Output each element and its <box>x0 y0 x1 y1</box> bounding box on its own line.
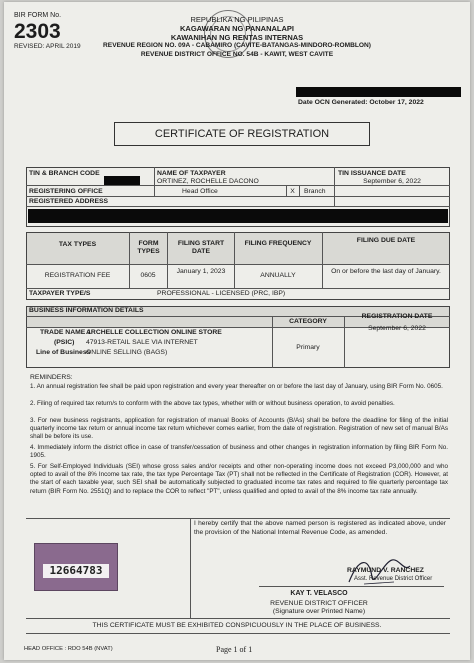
ocn-generated-date: Date OCN Generated: October 17, 2022 <box>298 99 424 106</box>
redacted-address <box>28 209 448 223</box>
tin-issuance-date: September 6, 2022 <box>363 178 421 185</box>
psic-value: 47913-RETAIL SALE VIA INTERNET <box>86 339 198 346</box>
taxpayer-name: ORTINEZ, ROCHELLE DACONO <box>157 178 259 185</box>
form-revised: REVISED: APRIL 2019 <box>14 43 81 50</box>
certification-text: I hereby certify that the above named person is registered as indicated above, under the provision of the National Internal Revenue Code, as amended. <box>194 520 446 536</box>
registering-office-label: REGISTERING OFFICE <box>29 188 103 195</box>
header-region: REVENUE REGION NO. 09A - CABAMIRO (CAVITE-BATANGAS-MINDORO-ROMBLON) <box>103 42 371 49</box>
registration-date-label: REGISTRATION DATE <box>361 313 433 320</box>
col-filing-due: FILING DUE DATE <box>356 237 416 244</box>
reminders-title: REMINDERS: <box>30 374 73 381</box>
business-registration-date: September 6, 2022 <box>368 325 426 332</box>
branch-option: Branch <box>304 188 326 195</box>
head-office-footer: HEAD OFFICE : RDO 54B (NVAT) <box>24 646 113 652</box>
header-bureau: KAWANIHAN NG RENTAS INTERNAS <box>170 33 304 42</box>
reminder-2: 2. Filing of required tax return/s to conform with the above tax types, whether with or without business operation, to avoid penalties. <box>30 400 395 407</box>
signature-caption: (Signature over Printed Name) <box>272 608 366 615</box>
redacted-ocn <box>296 87 461 97</box>
trade-name-label: TRADE NAME 1 <box>40 329 91 336</box>
line-of-business-value: ONLINE SELLING (BAGS) <box>86 349 168 356</box>
officer-role: REVENUE DISTRICT OFFICER <box>270 600 368 607</box>
col-tax-types: TAX TYPES <box>58 241 97 248</box>
page-number: Page 1 of 1 <box>216 645 253 654</box>
psic-label: (PSIC) <box>54 339 75 346</box>
row-tax-type: REGISTRATION FEE <box>44 272 111 279</box>
signer-title: Asst. Revenue District Officer <box>354 576 433 582</box>
certificate-page <box>4 2 470 660</box>
form-number: 2303 <box>14 20 61 43</box>
registered-address-label: REGISTERED ADDRESS <box>29 198 109 205</box>
taxpayer-types-label: TAXPAYER TYPE/S <box>29 290 91 297</box>
head-office-option: Head Office <box>182 188 218 195</box>
taxpayer-name-label: NAME OF TAXPAYER <box>157 170 226 177</box>
trade-name: ARCHELLE COLLECTION ONLINE STORE <box>86 329 222 336</box>
tin-issuance-label: TIN ISSUANCE DATE <box>338 170 406 177</box>
business-category: Primary <box>296 344 320 351</box>
documentary-stamp <box>34 543 118 591</box>
bir-form-label: BIR FORM No. <box>14 12 62 19</box>
row-form-type: 0605 <box>140 272 156 279</box>
reminder-1: 1. An annual registration fee shall be paid upon registration and every year thereafter on or before the last day of January, using BIR Form No. 0605. <box>30 383 443 390</box>
row-frequency: ANNUALLY <box>260 272 296 279</box>
header-department: KAGAWARAN NG PANANALAPI <box>179 24 295 33</box>
col-filing-start: FILING START DATE <box>177 240 225 255</box>
header-republic: REPUBLIKA NG PILIPINAS <box>190 15 284 24</box>
exhibit-notice: THIS CERTIFICATE MUST BE EXHIBITED CONSPICUOUSLY IN THE PLACE OF BUSINESS. <box>92 622 382 629</box>
signer-name: RAYMUND V. RANCHEZ <box>347 567 424 574</box>
officer-name: KAY T. VELASCO <box>290 590 348 597</box>
line-of-business-label: Line of Business <box>36 349 91 356</box>
reminder-4: 4. Immediately inform the district office in case of transfer/cessation of business and other changes in registration information by filing BIR Form No. 1905. <box>30 444 448 460</box>
certificate-title: CERTIFICATE OF REGISTRATION <box>154 128 330 140</box>
branch-checkbox-mark: X <box>290 188 295 195</box>
row-start-date: January 1, 2023 <box>176 268 226 275</box>
stamp-number: 12664783 <box>43 564 109 578</box>
row-due-date: On or before the last day of January. <box>331 268 441 275</box>
reminder-5: 5. For Self-Employed Individuals (SEI) whose gross sales and/or receipts and other non-operating income does not exceed P3,000,000 and who opted to avail of the 8% Income tax rate, the tax type Percentage Tax (PT) shall not be reflected in the Certificate of Registration (COR). However, at the start of each taxable year, such SEI shall be automatically subjected to graduated income tax rates and required to file quarterly percentage tax return (BIR Form No. 2551Q) and to replace the COR to reflect "PT", unless qualified and opted to avail of the 8% income tax rate annually. <box>30 463 448 495</box>
col-filing-frequency: FILING FREQUENCY <box>244 240 312 247</box>
category-label: CATEGORY <box>289 318 327 325</box>
redacted-tin <box>104 176 140 185</box>
header-district: REVENUE DISTRICT OFFICE NO. 54B - KAWIT, WEST CAVITE <box>140 51 334 58</box>
reminder-3: 3. For new business registrants, application for registration of manual Books of Accounts (B/As) shall be before the deadline for filing of the initial quarterly income tax return or annual income tax return whichever comes earlier, from the date of registration. Registration of new set of manual B/As shall be before its use. <box>30 417 448 441</box>
tin-label: TIN & BRANCH CODE <box>29 170 100 177</box>
taxpayer-types-value: PROFESSIONAL - LICENSED (PRC, IBP) <box>157 290 286 297</box>
business-section-label: BUSINESS INFORMATION DETAILS <box>29 307 144 314</box>
col-form-types: FORM TYPES <box>137 240 160 255</box>
